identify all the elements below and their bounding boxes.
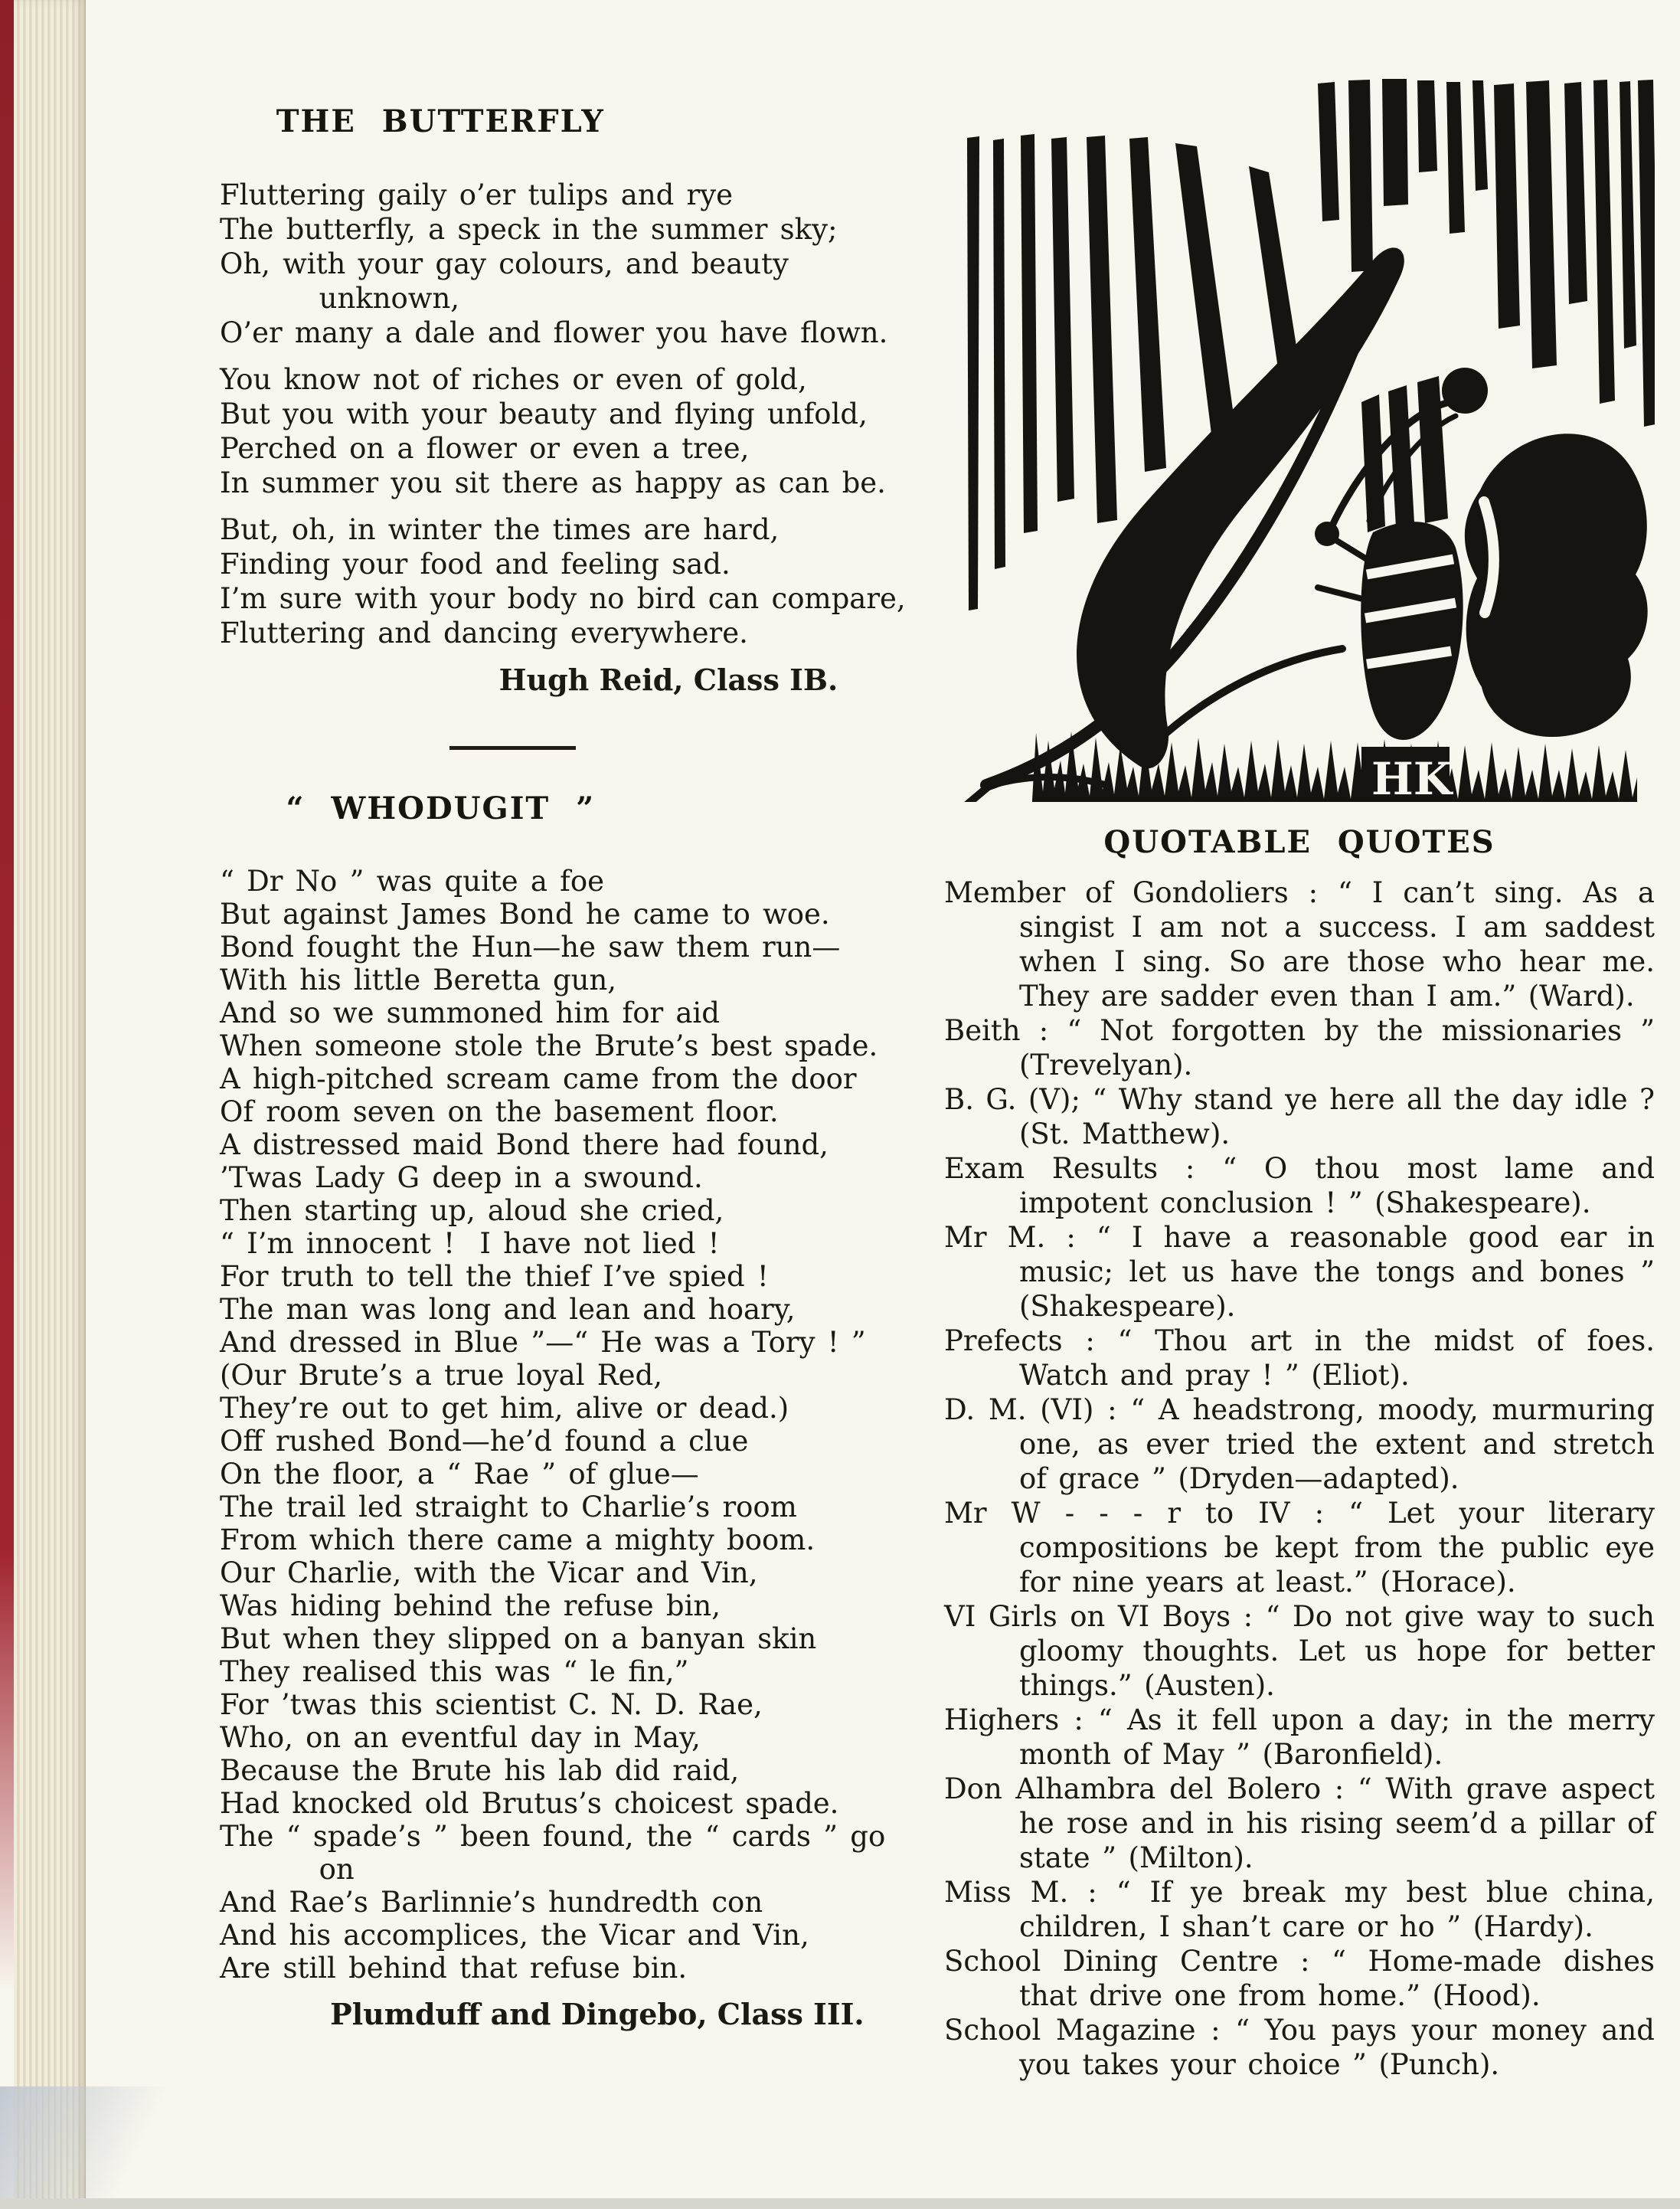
quote-item: Mr M. : “ I have a reasonable good ear in music; let us have the tongs and bones ” (Shakespeare).: [944, 1221, 1655, 1323]
quote-item: School Dining Centre : “ Home-made dishes that drive one from home.” (Hood).: [944, 1945, 1655, 2012]
poem-line: The butterfly, a speck in the summer sky;: [220, 213, 838, 246]
poem-line: And Rae’s Barlinnie’s hundredth con: [220, 1886, 763, 1919]
poem-line: The man was long and lean and hoary,: [220, 1293, 796, 1326]
section-divider: [449, 746, 576, 750]
poem-line: With his little Beretta gun,: [220, 964, 617, 997]
quote-item: VI Girls on VI Boys : “ Do not give way to such gloomy thoughts. Let us hope for better things.” (Austen).: [944, 1600, 1655, 1702]
artist-initials: HK: [1371, 753, 1453, 802]
book-spine: [0, 0, 15, 1991]
poem-whodugit: [220, 865, 932, 1985]
poem-line: But when they slipped on a banyan skin: [220, 1622, 817, 1655]
poem-line: Our Charlie, with the Vicar and Vin,: [220, 1556, 758, 1589]
poem-line: Because the Brute his lab did raid,: [220, 1754, 740, 1787]
stanza: [220, 865, 932, 1985]
poem-line: I’m sure with your body no bird can compare,: [220, 582, 906, 615]
butterfly-wing: [1465, 434, 1648, 737]
quote-item: Exam Results : “ O thou most lame and impotent conclusion ! ” (Shakespeare).: [944, 1152, 1655, 1219]
poem-line: on: [220, 1853, 355, 1886]
poem-line: The “ spade’s ” been found, the “ cards ” go: [220, 1820, 886, 1853]
page-edge-stack: [14, 0, 86, 2209]
poem-line: “ I’m innocent ! I have not lied !: [220, 1227, 720, 1260]
quotes-title: QUOTABLE QUOTES: [1103, 824, 1495, 860]
quote-item: Mr W - - - r to IV : “ Let your literary compositions be kept from the public eye for nine years at least.” (Horace).: [944, 1497, 1655, 1599]
quotable-quotes-list: [944, 875, 1655, 2082]
poem-line: From which there came a mighty boom.: [220, 1523, 815, 1556]
scan-bottom-edge: [0, 2198, 1680, 2209]
poem-line: You know not of riches or even of gold,: [220, 363, 807, 396]
poem-line: Who, on an eventful day in May,: [220, 1721, 701, 1754]
poem-line: But against James Bond he came to woe.: [220, 898, 830, 931]
butterfly-woodcut-illustration: [944, 73, 1655, 802]
quote-item: Miss M. : “ If ye break my best blue china, children, I shan’t care or ho ” (Hardy).: [944, 1876, 1655, 1943]
poem-line: Fluttering gaily o’er tulips and rye: [220, 178, 734, 211]
poem-line: Finding your food and feeling sad.: [220, 548, 731, 581]
poem-title-whodugit: “ WHODUGIT ”: [286, 790, 596, 826]
quote-item: B. G. (V); “ Why stand ye here all the day idle ? (St. Matthew).: [944, 1083, 1655, 1150]
poem-line: And dressed in Blue ”—“ He was a Tory ! ”: [220, 1326, 866, 1359]
stanza: [220, 178, 932, 350]
poem-line: When someone stole the Brute’s best spade.: [220, 1029, 878, 1062]
poem-line: And his accomplices, the Vicar and Vin,: [220, 1919, 809, 1952]
poem-line: Bond fought the Hun—he saw them run—: [220, 931, 841, 964]
left-column: [220, 98, 932, 2031]
poem-line: Are still behind that refuse bin.: [220, 1952, 688, 1985]
stanza: [220, 512, 932, 650]
poem-line: Was hiding behind the refuse bin,: [220, 1589, 721, 1622]
poem-the-butterfly: [220, 178, 932, 650]
poem-line: For truth to tell the thief I’ve spied !: [220, 1260, 769, 1293]
poem-line: Had knocked old Brutus’s choicest spade.: [220, 1787, 839, 1820]
poem-line: Fluttering and dancing everywhere.: [220, 617, 748, 650]
poem-line: Perched on a flower or even a tree,: [220, 432, 750, 465]
poem-line: A distressed maid Bond there had found,: [220, 1128, 829, 1161]
bottom-left-shadow: [0, 2086, 214, 2209]
poem-line: They’re out to get him, alive or dead.): [220, 1392, 789, 1425]
poem-line: They realised this was “ le fin,”: [220, 1655, 689, 1688]
poem-line: Then starting up, aloud she cried,: [220, 1194, 724, 1227]
quote-item: D. M. (VI) : “ A headstrong, moody, murmuring one, as ever tried the extent and stretch of grace ” (Dryden—adapted).: [944, 1393, 1655, 1495]
poem-line: ’Twas Lady G deep in a swound.: [220, 1161, 703, 1194]
quote-item: Don Alhambra del Bolero : “ With grave aspect he rose and in his rising seem’d a pillar of state ” (Milton).: [944, 1772, 1655, 1874]
poem-attribution-whodugit: Plumduff and Dingebo, Class III.: [330, 1997, 865, 2031]
poem-line: unknown,: [220, 282, 460, 315]
stanza: [220, 362, 932, 500]
right-column: [944, 73, 1655, 2082]
poem-line: In summer you sit there as happy as can be.: [220, 466, 886, 499]
quote-item: Highers : “ As it fell upon a day; in the merry month of May ” (Baronfield).: [944, 1703, 1655, 1771]
poem-title-the-butterfly: THE BUTTERFLY: [276, 103, 605, 139]
poem-line: A high-pitched scream came from the door: [220, 1062, 857, 1095]
poem-line: For ’twas this scientist C. N. D. Rae,: [220, 1688, 763, 1721]
poem-line: (Our Brute’s a true loyal Red,: [220, 1359, 662, 1392]
quote-item: Beith : “ Not forgotten by the missionaries ” (Trevelyan).: [944, 1014, 1655, 1082]
poem-line: O’er many a dale and flower you have flown.: [220, 316, 888, 349]
poem-line: “ Dr No ” was quite a foe: [220, 865, 604, 898]
poem-line: But, oh, in winter the times are hard,: [220, 513, 780, 546]
poem-line: On the floor, a “ Rae ” of glue—: [220, 1458, 699, 1491]
butterfly-body: [1315, 368, 1488, 740]
poem-attribution-butterfly: Hugh Reid, Class IB.: [498, 663, 838, 697]
poem-line: Off rushed Bond—he’d found a clue: [220, 1425, 749, 1458]
butterfly-woodcut-svg: [944, 73, 1655, 802]
poem-line: The trail led straight to Charlie’s room: [220, 1491, 797, 1523]
quote-item: School Magazine : “ You pays your money and you takes your choice ” (Punch).: [944, 2014, 1655, 2081]
poem-line: Oh, with your gay colours, and beauty: [220, 247, 789, 280]
poem-line: Of room seven on the basement floor.: [220, 1095, 779, 1128]
quote-item: Prefects : “ Thou art in the midst of foes. Watch and pray ! ” (Eliot).: [944, 1324, 1655, 1392]
poem-line: But you with your beauty and flying unfold,: [220, 398, 868, 430]
poem-line: And so we summoned him for aid: [220, 997, 720, 1029]
quote-item: Member of Gondoliers : “ I can’t sing. As a singist I am not a success. I am saddest when I sing. So are those who hear me. They are sadder even than I am.” (Ward).: [944, 876, 1655, 1013]
